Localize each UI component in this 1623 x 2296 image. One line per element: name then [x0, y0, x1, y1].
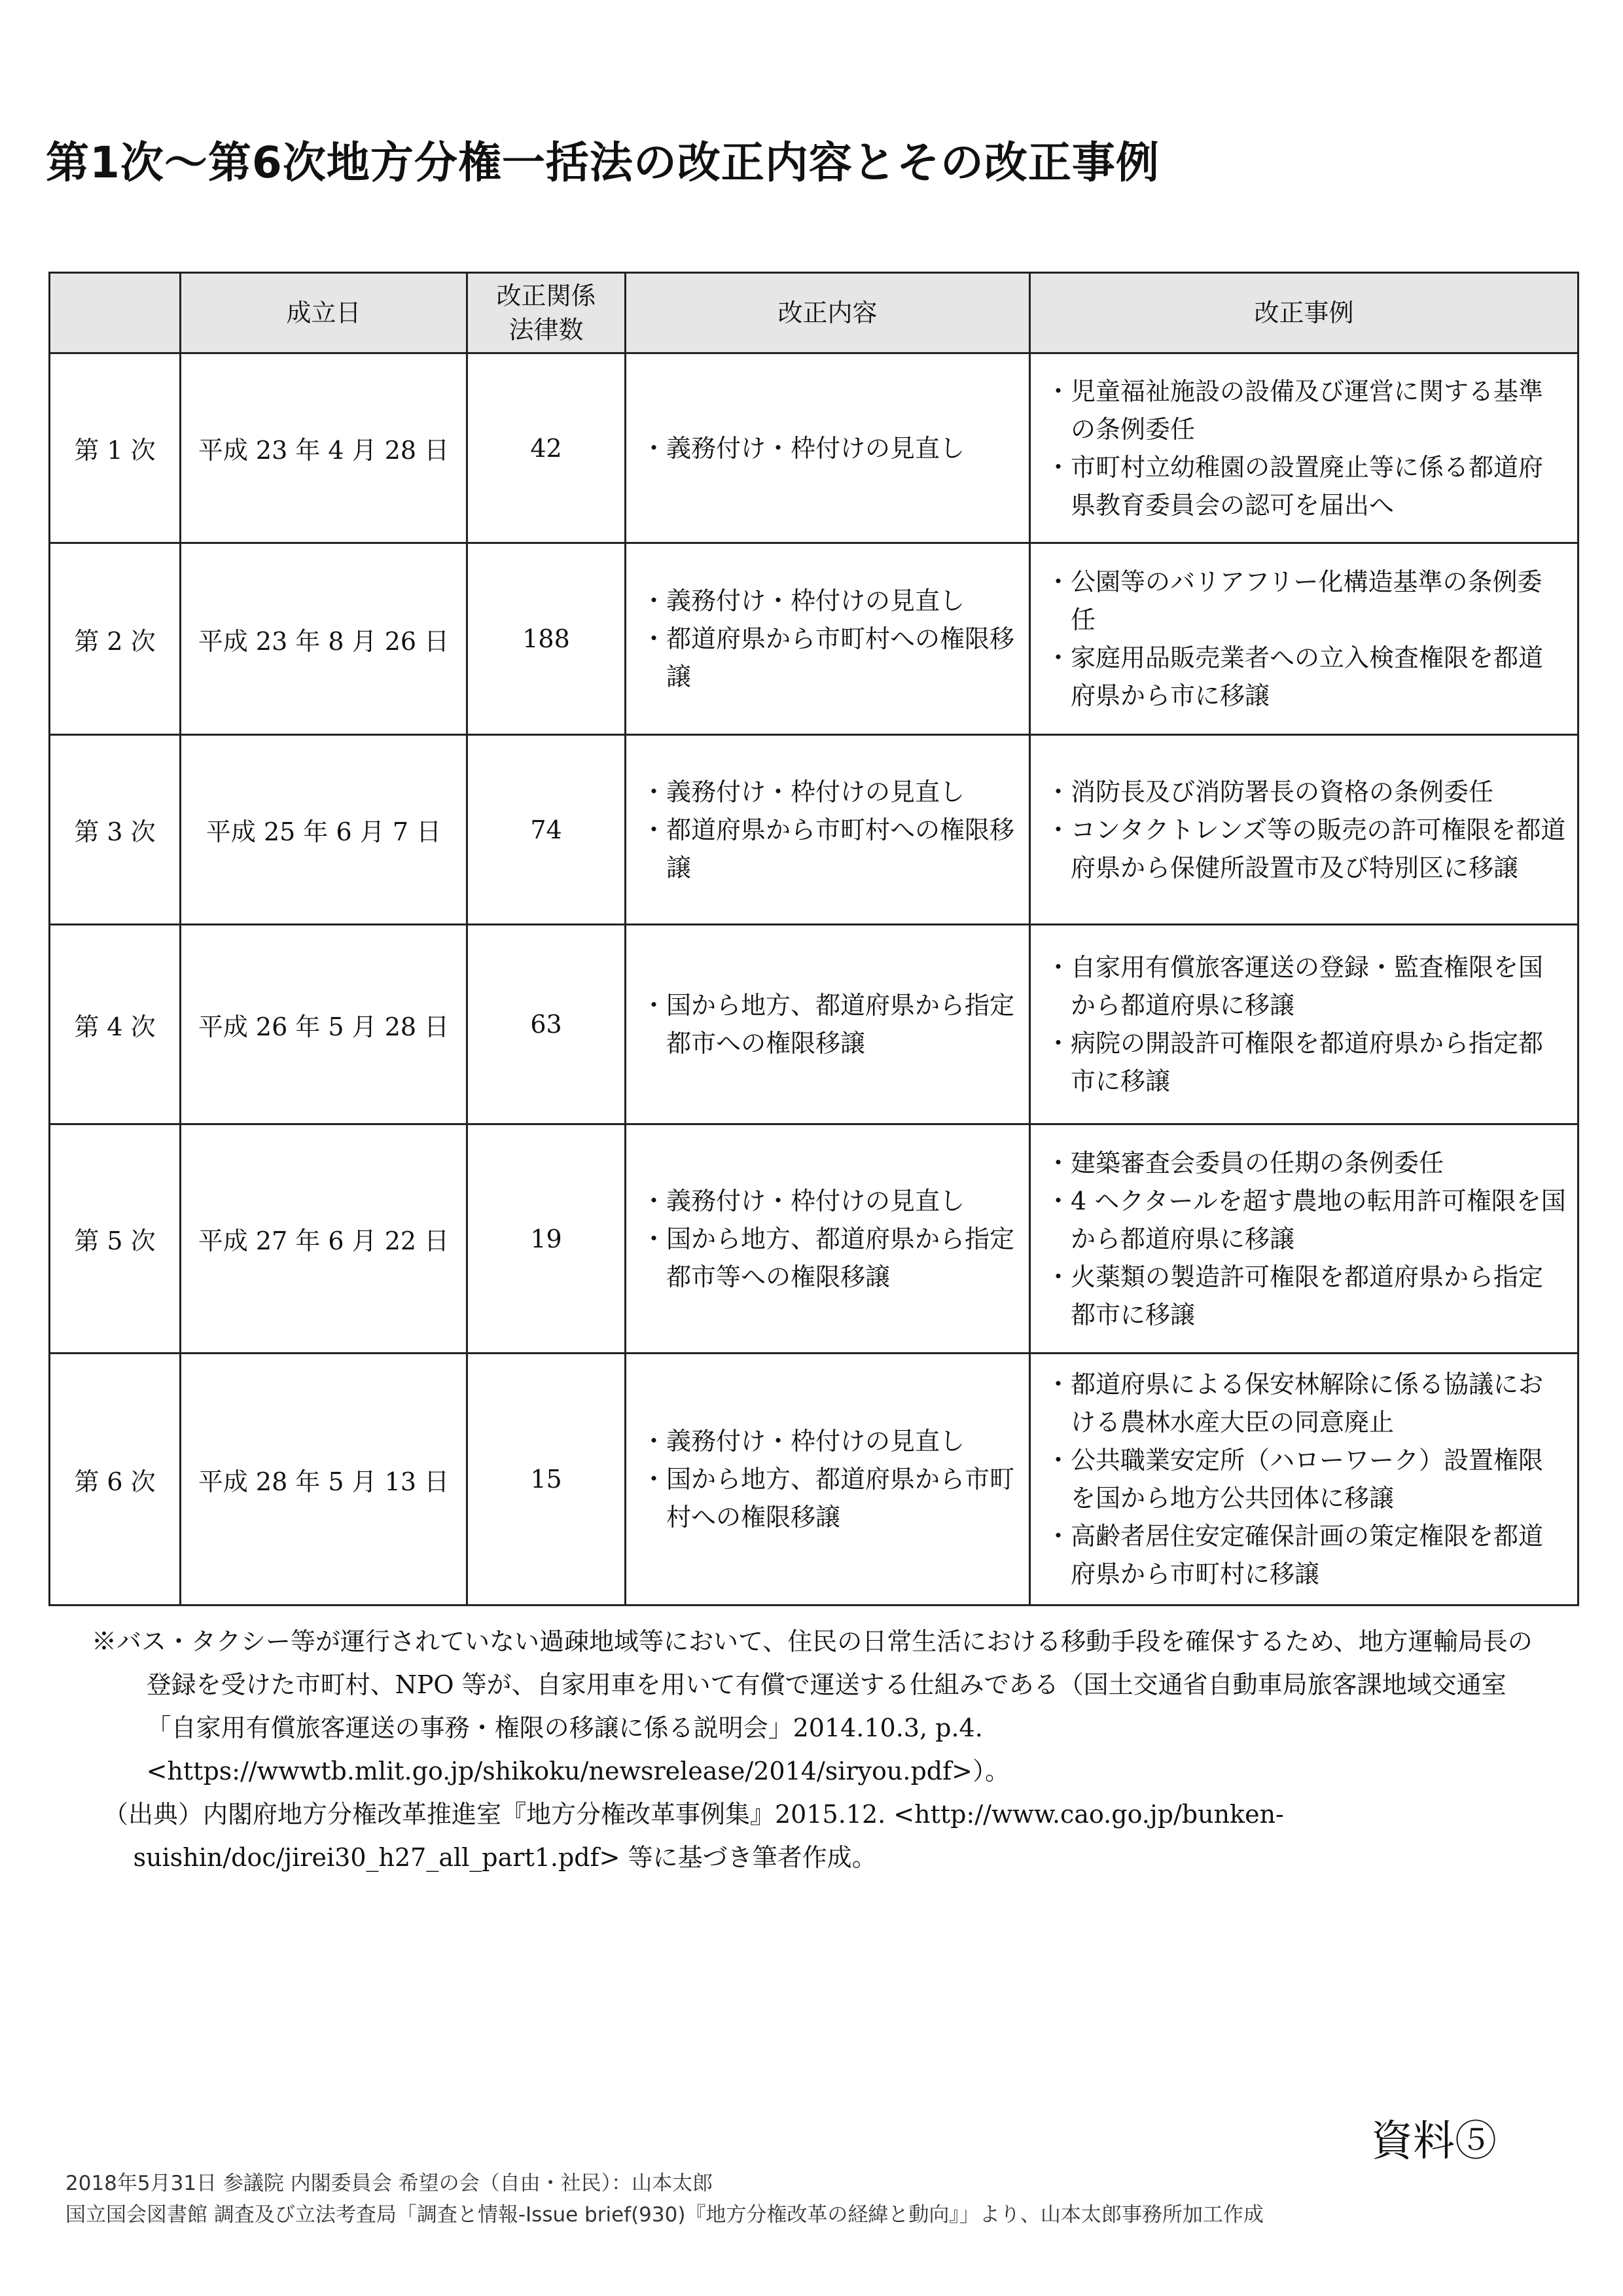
row-examples	[1030, 353, 1578, 543]
content-list	[627, 1422, 1028, 1536]
header-law-count-line2: 法律数	[508, 315, 584, 344]
examples-list	[1031, 1365, 1577, 1593]
footer-line-2: 国立国会図書館 調査及び立法考査局「調査と情報-Issue brief(930)『地方分権改革の経緯と動向』」より、山本太郎事務所加工作成	[65, 2203, 1264, 2227]
example-item: ・コンタクトレンズ等の販売の許可権限を都道府県から保健所設置市及び特別区に移譲	[1046, 815, 1566, 882]
row-content	[626, 1354, 1030, 1605]
row-law-count: 19	[467, 1124, 626, 1354]
footer-line-1: 2018年5月31日 参議院 内閣委員会 希望の会（自由・社民）：山本太郎	[65, 2172, 713, 2195]
example-item: ・火薬類の製造許可権限を都道府県から指定都市に移譲	[1046, 1262, 1544, 1329]
examples-list	[1031, 773, 1577, 887]
note-text: ※バス・タクシー等が運行されていない過疎地域等において、住民の日常生活における移動手段を確保するため、地方運輸局長の登録を受けた市町村、NPO 等が、自家用車を用いて有償で運送する仕組みである（国土交通省自動車局旅客課地域交通室「自家用有償旅客運送の事務・権限の移譲に係る説明会」2014.10.3, p.4. <https://wwwtb.mlit.go.jp/shikoku/newsrelease/2014/siryou.pdf>）。	[92, 1627, 1533, 1785]
header-examples: 改正事例	[1030, 273, 1578, 353]
content-item: ・義務付け・枠付けの見直し	[641, 1427, 965, 1456]
row-content	[626, 543, 1030, 735]
row-stage: 第 4 次	[50, 925, 181, 1124]
header-law-count	[467, 273, 626, 353]
table-row	[50, 925, 1578, 1124]
example-item: ・都道府県による保安林解除に係る協議における農林水産大臣の同意廃止	[1046, 1370, 1544, 1437]
content-list	[627, 773, 1028, 887]
row-date: 平成 26 年 5 月 28 日	[181, 925, 467, 1124]
header-date: 成立日	[181, 273, 467, 353]
example-item: ・市町村立幼稚園の設置廃止等に係る都道府県教育委員会の認可を届出へ	[1046, 452, 1544, 520]
row-content	[626, 735, 1030, 925]
row-date: 平成 23 年 4 月 28 日	[181, 353, 467, 543]
content-item: ・義務付け・枠付けの見直し	[641, 586, 965, 615]
content-item: ・義務付け・枠付けの見直し	[641, 1186, 965, 1215]
examples-list	[1031, 948, 1577, 1100]
row-stage: 第 1 次	[50, 353, 181, 543]
row-date: 平成 27 年 6 月 22 日	[181, 1124, 467, 1354]
row-law-count: 15	[467, 1354, 626, 1605]
header-law-count-line1: 改正関係	[496, 281, 596, 310]
document-label: 資料⑤	[1371, 2117, 1497, 2166]
examples-list	[1031, 1144, 1577, 1334]
row-stage: 第 6 次	[50, 1354, 181, 1605]
table-row	[50, 735, 1578, 925]
example-item: ・公共職業安定所（ハローワーク）設置権限を国から地方公共団体に移譲	[1046, 1446, 1544, 1513]
example-item: ・4 ヘクタールを超す農地の転用許可権限を国から都道府県に移譲	[1046, 1186, 1566, 1253]
content-item: ・国から地方、都道府県から市町村への権限移譲	[641, 1465, 1015, 1532]
content-list	[627, 429, 1028, 467]
row-examples	[1030, 925, 1578, 1124]
content-list	[627, 582, 1028, 696]
row-law-count: 42	[467, 353, 626, 543]
notes	[92, 1620, 1544, 1879]
example-item: ・消防長及び消防署長の資格の条例委任	[1046, 777, 1494, 806]
example-item: ・家庭用品販売業者への立入検査権限を都道府県から市に移譲	[1046, 643, 1544, 710]
table-row	[50, 1354, 1578, 1605]
example-item: ・高齢者居住安定確保計画の策定権限を都道府県から市町村に移譲	[1046, 1522, 1544, 1588]
row-law-count: 63	[467, 925, 626, 1124]
row-content	[626, 925, 1030, 1124]
reform-table	[48, 272, 1579, 1606]
row-examples	[1030, 735, 1578, 925]
row-examples	[1030, 1124, 1578, 1354]
row-stage: 第 3 次	[50, 735, 181, 925]
content-list	[627, 986, 1028, 1062]
example-item: ・病院の開設許可権限を都道府県から指定都市に移譲	[1046, 1029, 1544, 1096]
table-row	[50, 543, 1578, 735]
row-date: 平成 28 年 5 月 13 日	[181, 1354, 467, 1605]
content-item: ・国から地方、都道府県から指定都市への権限移譲	[641, 991, 1015, 1058]
content-list	[627, 1182, 1028, 1296]
page-title: 第1次〜第6次地方分権一括法の改正内容とその改正事例	[46, 137, 1160, 188]
examples-list	[1031, 563, 1577, 715]
row-stage: 第 5 次	[50, 1124, 181, 1354]
row-date: 平成 23 年 8 月 26 日	[181, 543, 467, 735]
content-item: ・国から地方、都道府県から指定都市等への権限移譲	[641, 1224, 1015, 1291]
source-text: （出典）内閣府地方分権改革推進室『地方分権改革事例集』2015.12. <http://www.cao.go.jp/bunken-suishin/doc/jirei30_h27_all_part1.pdf> 等に基づき筆者作成。	[103, 1800, 1284, 1872]
row-stage: 第 2 次	[50, 543, 181, 735]
example-item: ・児童福祉施設の設備及び運営に関する基準の条例委任	[1046, 376, 1544, 444]
row-law-count: 188	[467, 543, 626, 735]
row-content	[626, 1124, 1030, 1354]
content-item: ・義務付け・枠付けの見直し	[641, 777, 965, 806]
example-item: ・自家用有償旅客運送の登録・監査権限を国から都道府県に移譲	[1046, 953, 1544, 1020]
content-item: ・都道府県から市町村への権限移譲	[641, 624, 1015, 691]
row-examples	[1030, 1354, 1578, 1605]
header-blank	[50, 273, 181, 353]
table-row	[50, 1124, 1578, 1354]
footer	[65, 2168, 1264, 2231]
row-content	[626, 353, 1030, 543]
row-date: 平成 25 年 6 月 7 日	[181, 735, 467, 925]
content-item: ・都道府県から市町村への権限移譲	[641, 815, 1015, 882]
table-header-row	[50, 273, 1578, 353]
examples-list	[1031, 372, 1577, 524]
row-law-count: 74	[467, 735, 626, 925]
row-examples	[1030, 543, 1578, 735]
example-item: ・公園等のバリアフリー化構造基準の条例委任	[1046, 567, 1543, 634]
header-content: 改正内容	[626, 273, 1030, 353]
content-item: ・義務付け・枠付けの見直し	[641, 433, 965, 463]
table-row	[50, 353, 1578, 543]
example-item: ・建築審査会委員の任期の条例委任	[1046, 1148, 1444, 1177]
